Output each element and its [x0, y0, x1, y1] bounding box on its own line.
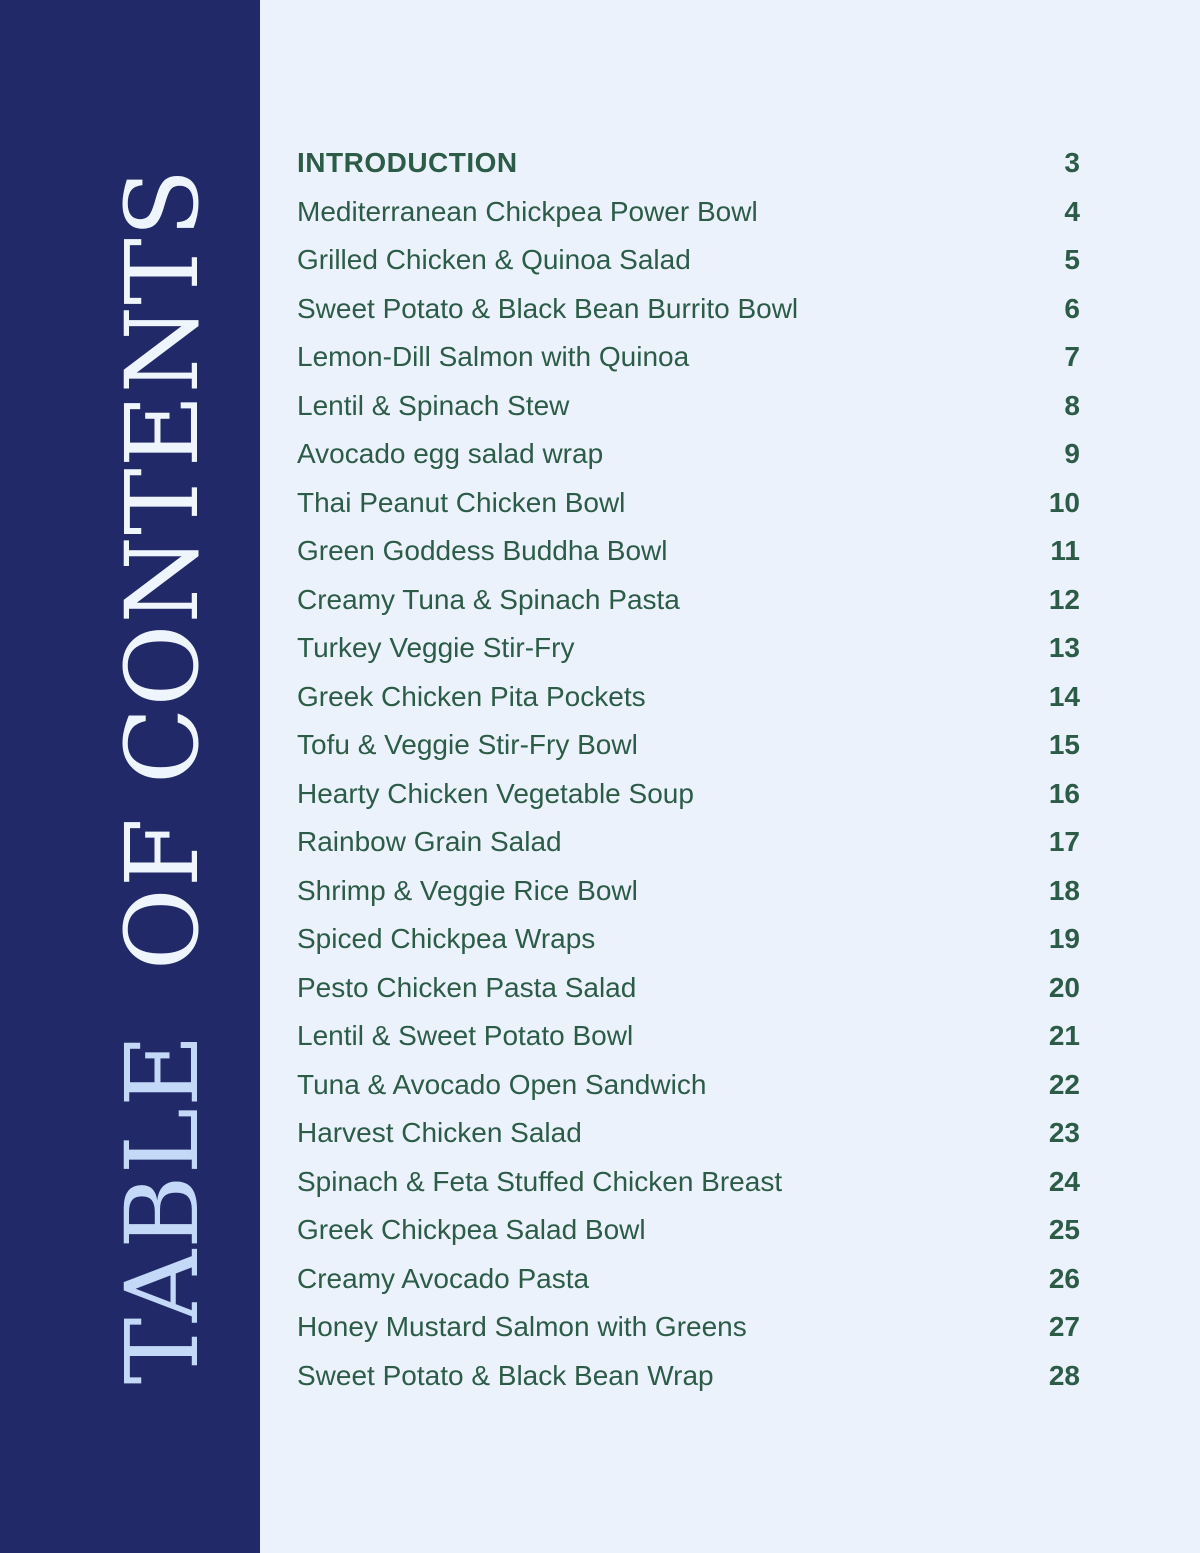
sidebar-title-word: OF CONTENTS	[104, 167, 221, 971]
toc-entry-label: Lentil & Sweet Potato Bowl	[297, 1020, 634, 1052]
toc-entry-page-number: 8	[1064, 389, 1080, 421]
toc-row	[297, 721, 1080, 770]
toc-row	[297, 915, 1080, 964]
toc-entry-page-number: 5	[1064, 244, 1080, 276]
toc-entry-label: Rainbow Grain Salad	[297, 826, 562, 858]
toc-row	[297, 964, 1080, 1013]
toc-entry-label: Creamy Tuna & Spinach Pasta	[297, 583, 680, 615]
toc-entry-label: Tuna & Avocado Open Sandwich	[297, 1068, 707, 1100]
toc-list	[297, 139, 1080, 1400]
toc-row	[297, 333, 1080, 382]
toc-row	[297, 576, 1080, 625]
toc-entry-page-number: 7	[1064, 341, 1080, 373]
toc-entry-page-number: 16	[1048, 777, 1080, 809]
toc-entry-page-number: 20	[1048, 971, 1080, 1003]
toc-row	[297, 1061, 1080, 1110]
sidebar	[0, 0, 260, 1553]
toc-entry-label: Pesto Chicken Pasta Salad	[297, 971, 637, 1003]
toc-entry-label: Shrimp & Veggie Rice Bowl	[297, 874, 638, 906]
toc-entry-label: Sweet Potato & Black Bean Wrap	[297, 1359, 714, 1391]
toc-row	[297, 139, 1080, 188]
sidebar-title-word: TABLE	[104, 1033, 221, 1385]
toc-row	[297, 236, 1080, 285]
toc-row	[297, 1303, 1080, 1352]
toc-row	[297, 1012, 1080, 1061]
toc-row	[297, 430, 1080, 479]
toc-row	[297, 1109, 1080, 1158]
toc-row	[297, 770, 1080, 819]
toc-row	[297, 1255, 1080, 1304]
toc-entry-page-number: 17	[1048, 826, 1080, 858]
toc-entry-page-number: 4	[1064, 195, 1080, 227]
toc-entry-page-number: 10	[1048, 486, 1080, 518]
toc-entry-page-number: 12	[1048, 583, 1080, 615]
toc-entry-label: Spinach & Feta Stuffed Chicken Breast	[297, 1165, 783, 1197]
toc-row	[297, 1206, 1080, 1255]
toc-row	[297, 867, 1080, 916]
toc-entry-page-number: 6	[1064, 292, 1080, 324]
toc-row	[297, 285, 1080, 334]
toc-row	[297, 527, 1080, 576]
toc-entry-page-number: 27	[1048, 1311, 1080, 1343]
toc-entry-page-number: 28	[1048, 1359, 1080, 1391]
toc-entry-label: Lemon-Dill Salmon with Quinoa	[297, 341, 690, 373]
toc-entry-label: Lentil & Spinach Stew	[297, 389, 570, 421]
toc-entry-page-number: 14	[1048, 680, 1080, 712]
toc-entry-label: Turkey Veggie Stir-Fry	[297, 632, 575, 664]
toc-row	[297, 188, 1080, 237]
toc-entry-page-number: 11	[1050, 535, 1080, 567]
toc-row	[297, 673, 1080, 722]
toc-entry-label: Spiced Chickpea Wraps	[297, 923, 596, 955]
toc-entry-label: Avocado egg salad wrap	[297, 438, 604, 470]
toc-entry-label: Greek Chickpea Salad Bowl	[297, 1214, 646, 1246]
toc-entry-label: Creamy Avocado Pasta	[297, 1262, 590, 1294]
toc-entry-label: Honey Mustard Salmon with Greens	[297, 1311, 747, 1343]
toc-entry-page-number: 22	[1048, 1068, 1080, 1100]
toc-entry-label: Hearty Chicken Vegetable Soup	[297, 777, 694, 809]
toc-entry-label: Greek Chicken Pita Pockets	[297, 680, 646, 712]
toc-entry-page-number: 25	[1048, 1214, 1080, 1246]
toc-entry-page-number: 24	[1048, 1165, 1080, 1197]
toc-row	[297, 818, 1080, 867]
toc-entry-page-number: 26	[1048, 1262, 1080, 1294]
toc-entry-page-number: 23	[1048, 1117, 1080, 1149]
toc-entry-page-number: 13	[1048, 632, 1080, 664]
toc-entry-label: Sweet Potato & Black Bean Burrito Bowl	[297, 292, 799, 324]
toc-row	[297, 479, 1080, 528]
table-of-contents-title	[104, 167, 221, 1385]
toc-entry-label: Thai Peanut Chicken Bowl	[297, 486, 626, 518]
toc-row	[297, 1352, 1080, 1401]
toc-entry-label: Green Goddess Buddha Bowl	[297, 535, 668, 567]
toc-entry-label: INTRODUCTION	[297, 147, 518, 179]
toc-entry-label: Grilled Chicken & Quinoa Salad	[297, 244, 691, 276]
toc-entry-page-number: 9	[1064, 438, 1080, 470]
toc-entry-label: Harvest Chicken Salad	[297, 1117, 582, 1149]
toc-entry-page-number: 18	[1048, 874, 1080, 906]
toc-row	[297, 1158, 1080, 1207]
toc-entry-page-number: 19	[1048, 923, 1080, 955]
toc-row	[297, 382, 1080, 431]
toc-entry-page-number: 15	[1048, 729, 1080, 761]
toc-entry-page-number: 21	[1048, 1020, 1080, 1052]
toc-entry-label: Tofu & Veggie Stir-Fry Bowl	[297, 729, 638, 761]
toc-entry-label: Mediterranean Chickpea Power Bowl	[297, 195, 758, 227]
toc-entry-page-number: 3	[1064, 147, 1080, 179]
toc-row	[297, 624, 1080, 673]
